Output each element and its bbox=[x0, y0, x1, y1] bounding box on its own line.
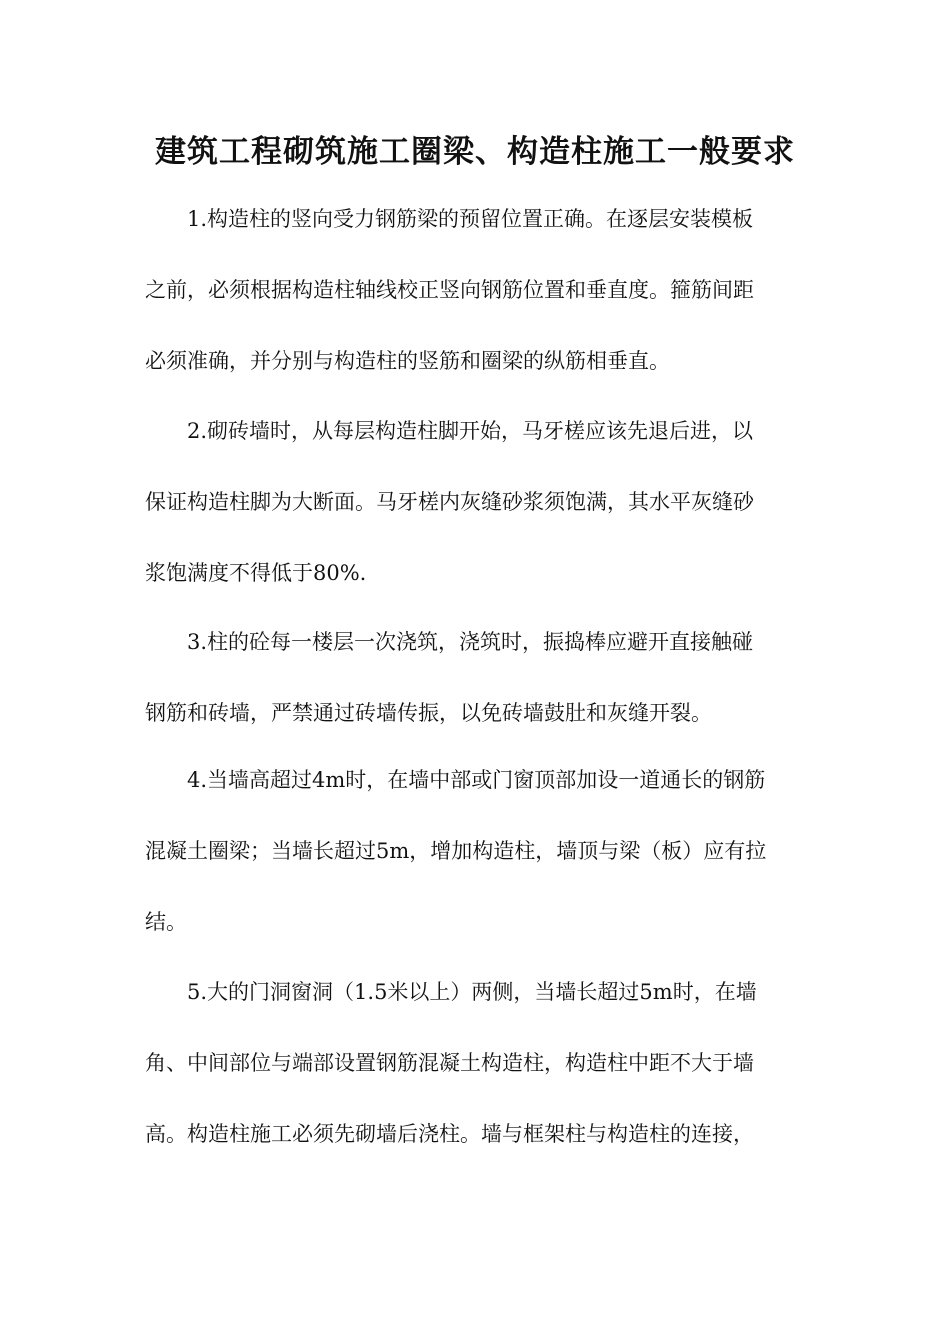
paragraph-2 bbox=[145, 396, 807, 609]
paragraph-4 bbox=[145, 745, 807, 958]
paragraph-3 bbox=[145, 607, 807, 749]
paragraph-line: 4.当墙高超过4m时，在墙中部或门窗顶部加设一道通长的钢筋 bbox=[187, 768, 766, 792]
paragraph-line: 角、中间部位与端部设置钢筋混凝土构造柱，构造柱中距不大于墙 bbox=[145, 1051, 754, 1075]
paragraph-line: 保证构造柱脚为大断面。马牙槎内灰缝砂浆须饱满，其水平灰缝砂 bbox=[145, 490, 754, 514]
paragraph-line: 混凝土圈梁；当墙长超过5m，增加构造柱，墙顶与梁（板）应有拉 bbox=[145, 839, 767, 863]
paragraph-line: 5.大的门洞窗洞（1.5米以上）两侧，当墙长超过5m时，在墙 bbox=[187, 980, 757, 1004]
page-title: 建筑工程砌筑施工圈梁、构造柱施工一般要求 bbox=[155, 134, 795, 170]
paragraph-1 bbox=[145, 184, 807, 397]
paragraph-line: 1.构造柱的竖向受力钢筋梁的预留位置正确。在逐层安装模板 bbox=[187, 207, 754, 231]
paragraph-5 bbox=[145, 957, 807, 1170]
paragraph-line: 必须准确，并分别与构造柱的竖筋和圈梁的纵筋相垂直。 bbox=[145, 349, 670, 373]
paragraph-line: 2.砌砖墙时，从每层构造柱脚开始，马牙槎应该先退后进，以 bbox=[187, 419, 754, 443]
paragraph-line: 3.柱的砼每一楼层一次浇筑，浇筑时，振捣棒应避开直接触碰 bbox=[187, 630, 754, 654]
paragraph-line: 结。 bbox=[145, 910, 187, 934]
paragraph-line: 之前，必须根据构造柱轴线校正竖向钢筋位置和垂直度。箍筋间距 bbox=[145, 278, 754, 302]
paragraph-line: 高。构造柱施工必须先砌墙后浇柱。墙与框架柱与构造柱的连接， bbox=[145, 1122, 754, 1146]
paragraph-line: 浆饱满度不得低于80%. bbox=[145, 561, 367, 585]
paragraph-line: 钢筋和砖墙，严禁通过砖墙传振，以免砖墙鼓肚和灰缝开裂。 bbox=[145, 701, 712, 725]
